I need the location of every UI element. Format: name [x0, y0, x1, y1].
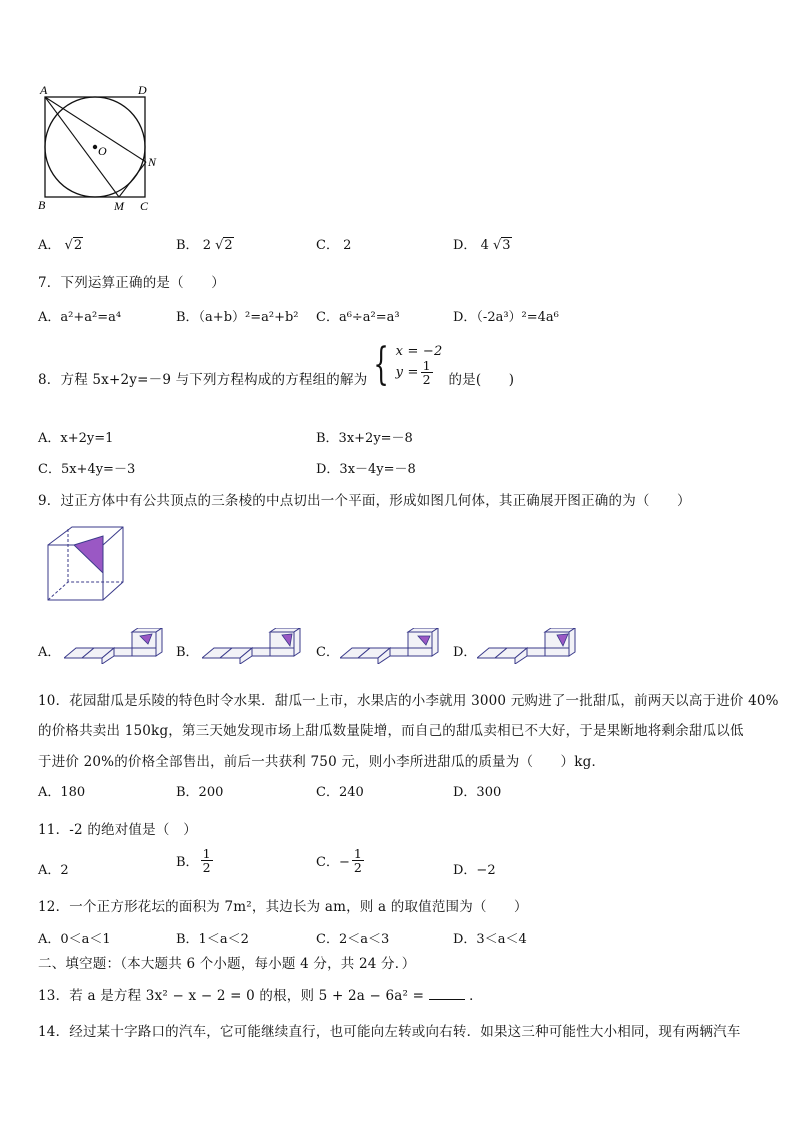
label-d: D [138, 83, 147, 97]
option-letter: B． [176, 855, 199, 871]
q14-stem: 14．经过某十字路口的汽车，它可能继续直行，也可能向左转或向右转．如果这三种可能性大小相同，现有两辆汽车 [38, 1024, 741, 1040]
q10-line-1: 10．花园甜瓜是乐陵的特色时令水果．甜瓜一上市，水果店的小李就用 3000 元购进了一批甜瓜，前两天以高于进价 40% [38, 693, 779, 709]
q12-option-d[interactable]: D．3＜a＜4 [453, 932, 527, 947]
denominator: 2 [422, 372, 431, 387]
option-letter: C． [316, 238, 339, 253]
q6-option-b[interactable] [176, 234, 234, 253]
coefficient: 2 [202, 238, 211, 253]
q12-option-a[interactable]: A．0＜a＜1 [38, 932, 111, 947]
q13-stem-pre: 13．若 a 是方程 3x² − x − 2 = 0 的根，则 5 + 2a − 6a² = [38, 988, 425, 1004]
denominator: 2 [353, 860, 362, 876]
numerator: 1 [353, 846, 362, 861]
option-letter: C．− [316, 855, 350, 871]
system-y [396, 359, 443, 386]
q9-option-b-label[interactable]: B． [176, 645, 199, 660]
system-y-lhs: y = [395, 365, 419, 380]
label-b: B [38, 198, 46, 212]
system-lines [396, 344, 443, 386]
q12-option-c[interactable]: C．2＜a＜3 [316, 932, 390, 947]
label-n: N [148, 155, 157, 169]
q10-line-3: 于进价 20%的价格全部售出，前后一共获利 750 元，则小李所进甜瓜的质量为（ ）kg． [38, 754, 606, 770]
segment-an [45, 97, 146, 162]
q11-option-d[interactable]: D．−2 [453, 863, 496, 878]
label-c: C [140, 199, 149, 213]
q11-stem: 11．-2 的绝对值是（ ） [38, 822, 197, 838]
system-x: x = −2 [395, 343, 443, 359]
q8-stem-post: 的是( ) [448, 372, 515, 388]
q12-stem: 12．一个正方形花坛的面积为 7m²，其边长为 am，则 a 的取值范围为（ ） [38, 899, 528, 915]
q8-option-c[interactable]: C．5x+4y=－3 [38, 462, 136, 477]
q9-net-b[interactable] [202, 628, 304, 664]
q8-option-d[interactable]: D．3x－4y=－8 [316, 462, 416, 477]
equation-system [367, 339, 443, 390]
answer-blank[interactable] [429, 999, 465, 1000]
q12-option-b[interactable]: B．1＜a＜2 [176, 932, 249, 947]
radicand: 2 [73, 238, 83, 253]
q9-cube-figure [44, 525, 134, 607]
radicand: 3 [502, 238, 511, 253]
label-a: A [40, 83, 48, 97]
q6-option-d[interactable] [453, 234, 512, 253]
q10-option-c[interactable]: C．240 [316, 785, 364, 800]
denominator: 2 [202, 860, 211, 876]
q9-stem: 9．过正方体中有公共顶点的三条棱的中点切出一个平面，形成如图几何体，其正确展开图正确的为（ ） [38, 493, 691, 509]
label-m: M [114, 199, 124, 213]
coefficient: 4 [480, 238, 489, 253]
q7-stem: 7．下列运算正确的是（ ） [38, 275, 225, 291]
q7-option-a[interactable]: A．a²+a²=a⁴ [38, 310, 122, 325]
sqrt: √2 [64, 238, 83, 253]
left-brace: { [373, 339, 390, 390]
option-letter: D． [453, 238, 477, 253]
option-letter: A． [38, 238, 61, 253]
q13-stem [38, 984, 483, 1004]
q13-stem-post: ． [469, 988, 483, 1004]
coefficient: 2 [343, 238, 352, 253]
q7-option-d[interactable]: D．（-2a³）²=4a⁶ [453, 310, 559, 325]
segment-mn [119, 162, 146, 197]
q6-geometry-figure [34, 80, 174, 214]
q11-option-b[interactable] [176, 847, 215, 874]
numerator: 1 [422, 357, 431, 373]
q9-net-c[interactable] [340, 628, 442, 664]
sqrt: √3 [493, 238, 511, 253]
center-point [93, 145, 97, 149]
q11-option-a[interactable]: A．2 [38, 863, 69, 878]
q8-stem-pre: 8．方程 5x+2y=－9 与下列方程构成的方程组的解为 [38, 372, 368, 388]
q7-option-c[interactable]: C．a⁶÷a²=a³ [316, 310, 400, 325]
numerator: 1 [202, 846, 211, 861]
q10-option-b[interactable]: B．200 [176, 785, 224, 800]
q11-option-c[interactable] [316, 847, 366, 874]
fraction [352, 847, 364, 874]
q6-option-c[interactable] [316, 234, 351, 253]
q10-line-2: 的价格共卖出 150kg，第三天她发现市场上甜瓜数量陡增，而自己的甜瓜卖相已不大好，于是果断地将剩余甜瓜以低 [38, 723, 744, 739]
radicand: 2 [224, 238, 233, 253]
q9-net-d[interactable] [477, 628, 579, 664]
q8-option-a[interactable]: A．x+2y=1 [38, 431, 114, 446]
q9-net-a[interactable] [64, 628, 166, 664]
q10-option-a[interactable]: A．180 [38, 785, 86, 800]
q10-option-d[interactable]: D．300 [453, 785, 502, 800]
section-2-heading: 二、填空题：（本大题共 6 个小题，每小题 4 分，共 24 分．） [38, 956, 416, 972]
segment-am [45, 97, 119, 197]
q9-option-a-label[interactable]: A． [38, 645, 61, 660]
cut-triangle [74, 536, 103, 573]
q8-option-b[interactable]: B．3x+2y=－8 [316, 431, 413, 446]
label-o: O [98, 144, 107, 158]
q7-option-b[interactable]: B．（a+b）²=a²+b² [176, 310, 299, 325]
q6-option-a[interactable] [38, 234, 83, 253]
q9-option-c-label[interactable]: C． [316, 645, 339, 660]
option-letter: B． [176, 238, 199, 253]
q8-stem [38, 339, 515, 390]
q9-option-d-label[interactable]: D． [453, 645, 477, 660]
sqrt: √2 [215, 238, 233, 253]
fraction [421, 359, 433, 386]
fraction [201, 847, 213, 874]
